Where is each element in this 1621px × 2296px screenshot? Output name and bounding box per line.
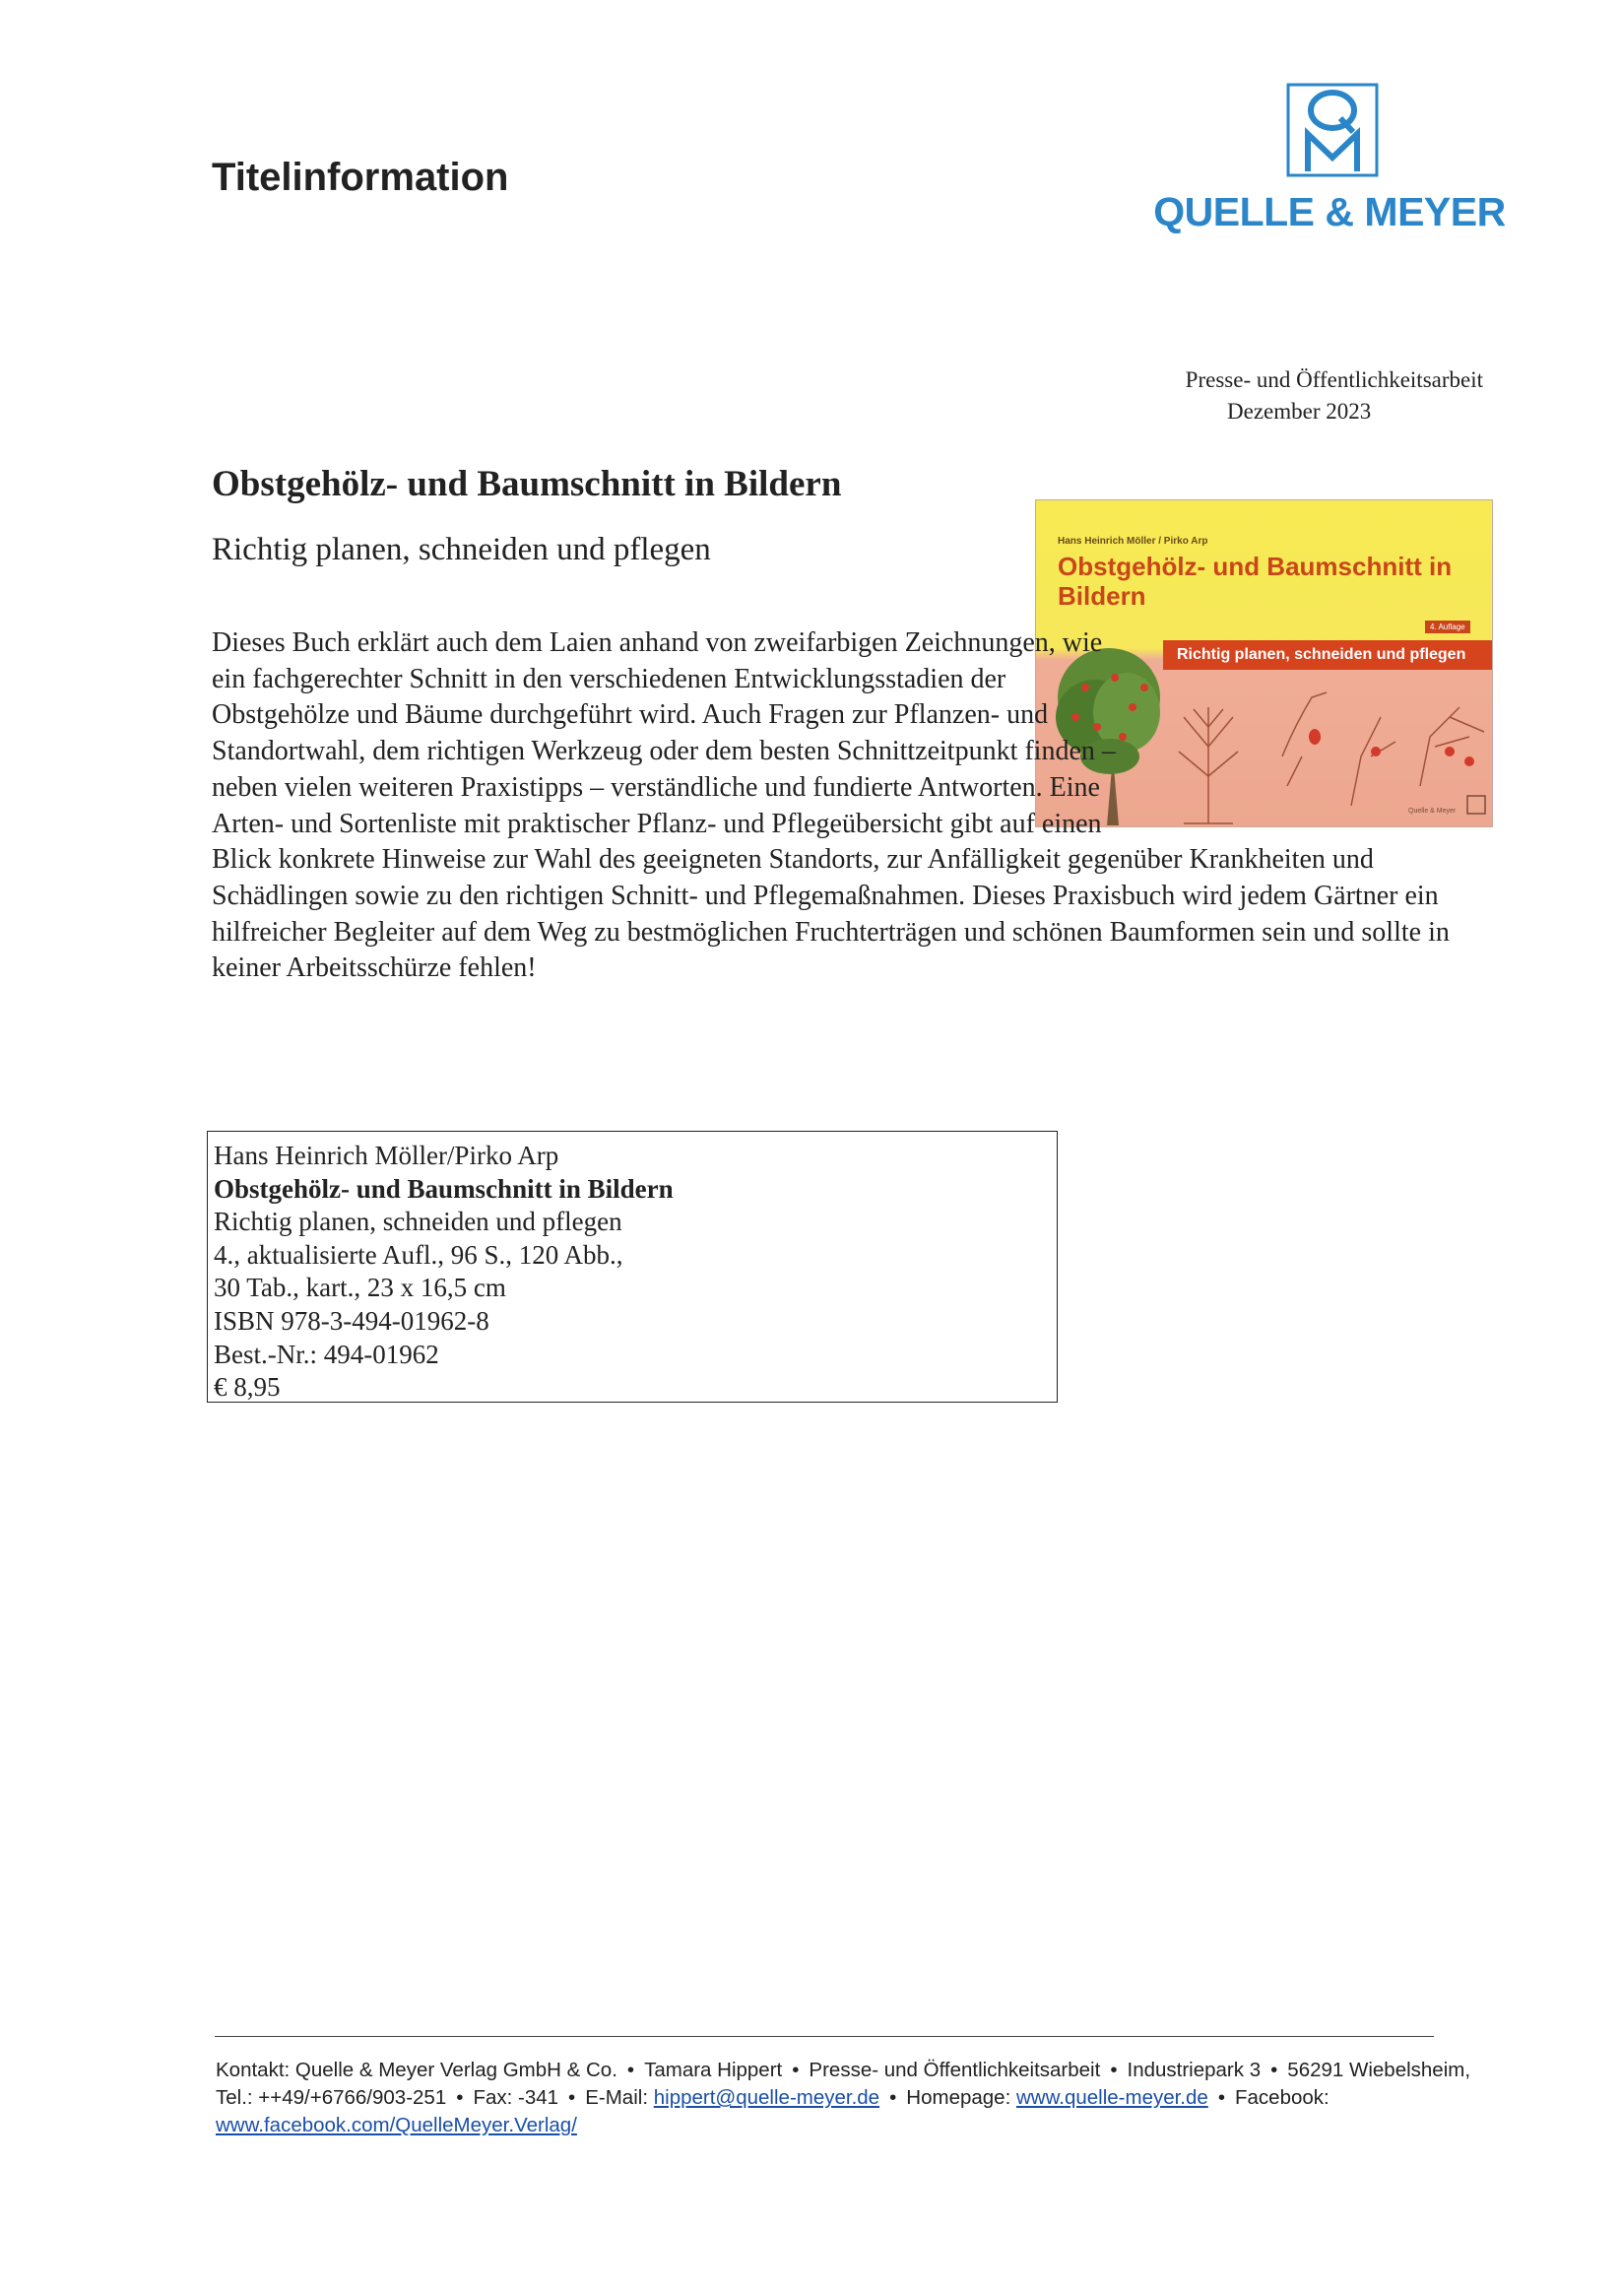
- bullet-icon: •: [1270, 2059, 1278, 2081]
- bib-isbn: ISBN 978-3-494-01962-8: [214, 1305, 489, 1336]
- footer-person: Tamara Hippert: [644, 2059, 783, 2081]
- footer-divider: [215, 2036, 1434, 2037]
- footer-facebook-label: Facebook:: [1235, 2086, 1329, 2109]
- bib-authors: Hans Heinrich Möller/Pirko Arp: [214, 1141, 559, 1170]
- book-description-text: Dieses Buch erklärt auch dem Laien anhand von zweifarbigen Zeichnungen, wie ein fachgerechter Schnitt in den verschiedenen Entwicklungsstadien der Obstgehölze und Bäume durchgeführt wird. Auch Fragen zur Pflanzen- und Standortwahl, dem richtigen Werkzeug oder dem besten Schnittzeitpunkt finden – neben vielen weiteren Praxistipps – verständliche und fundierte Antworten. Eine Arten- und Sortenliste mit praktischer Pflanz- und Pflegeübersicht gibt auf einen Blick konkrete Hinweise zur Wahl des geeigneten Standorts, zur Anfälligkeit gegenüber Krankheiten und Schädlingen sowie zu den richtigen Schnitt- und Pflegemaßnahmen. Dieses Praxisbuch wird jedem Gärtner ein hilfreicher Begleiter auf dem Weg zu bestmöglichen Fruchterträgen und schönen Baumformen sein und sollte in keiner Arbeitsschürze fehlen!: [212, 627, 1450, 984]
- cover-subtitle-band: Richtig planen, schneiden und pflegen: [1163, 640, 1492, 670]
- cover-edition-badge: 4. Auflage: [1425, 621, 1470, 633]
- bib-title: Obstgehölz- und Baumschnitt in Bildern: [214, 1173, 674, 1204]
- publisher-logo: [1152, 83, 1507, 250]
- publisher-logo-text: QUELLE & MEYER: [1153, 189, 1506, 234]
- cover-authors: Hans Heinrich Möller / Pirko Arp: [1058, 536, 1208, 547]
- bullet-icon: •: [792, 2059, 800, 2081]
- document-label: Titelinformation: [212, 156, 509, 199]
- bullet-icon: •: [1110, 2059, 1118, 2081]
- footer-department: Presse- und Öffentlichkeitsarbeit: [809, 2059, 1101, 2081]
- book-description: [212, 625, 1462, 987]
- bib-price: € 8,95: [214, 1372, 281, 1403]
- email-link[interactable]: hippert@quelle-meyer.de: [653, 2086, 880, 2109]
- footer-tel: Tel.: ++49/+6766/903-251: [216, 2086, 447, 2109]
- footer-company: Kontakt: Quelle & Meyer Verlag GmbH & Co.: [216, 2059, 617, 2081]
- footer-contact: [216, 2057, 1555, 2139]
- bullet-icon: •: [456, 2086, 464, 2109]
- department-name: Presse- und Öffentlichkeitsarbeit: [1185, 367, 1483, 392]
- cover-float-spacer: [1137, 625, 1462, 842]
- footer-street: Industriepark 3: [1127, 2059, 1262, 2081]
- footer-city: 56291 Wiebelsheim,: [1287, 2059, 1471, 2081]
- book-subtitle: Richtig planen, schneiden und pflegen: [212, 532, 711, 567]
- bullet-icon: •: [568, 2086, 576, 2109]
- bibliographic-box: [207, 1131, 1058, 1403]
- release-date: Dezember 2023: [1227, 399, 1372, 424]
- bullet-icon: •: [1217, 2086, 1225, 2109]
- book-title: Obstgehölz- und Baumschnitt in Bildern: [212, 464, 842, 504]
- bib-edition: 4., aktualisierte Aufl., 96 S., 120 Abb.,: [214, 1239, 623, 1270]
- footer-fax: Fax: -341: [473, 2086, 559, 2109]
- cover-publisher: Quelle & Meyer: [1408, 808, 1457, 815]
- footer-homepage-label: Homepage:: [906, 2086, 1011, 2109]
- qm-monogram-icon: [1286, 83, 1379, 177]
- facebook-link[interactable]: www.facebook.com/QuelleMeyer.Verlag/: [216, 2114, 577, 2136]
- bullet-icon: •: [889, 2086, 897, 2109]
- bib-format: 30 Tab., kart., 23 x 16,5 cm: [214, 1273, 506, 1303]
- bullet-icon: •: [626, 2059, 635, 2081]
- bib-order-number: Best.-Nr.: 494-01962: [214, 1339, 439, 1369]
- bib-subtitle: Richtig planen, schneiden und pflegen: [214, 1207, 622, 1237]
- homepage-link[interactable]: www.quelle-meyer.de: [1015, 2086, 1208, 2109]
- footer-email-label: E-Mail:: [585, 2086, 649, 2109]
- cover-title: Obstgehölz- und Baumschnitt in Bildern: [1058, 552, 1453, 611]
